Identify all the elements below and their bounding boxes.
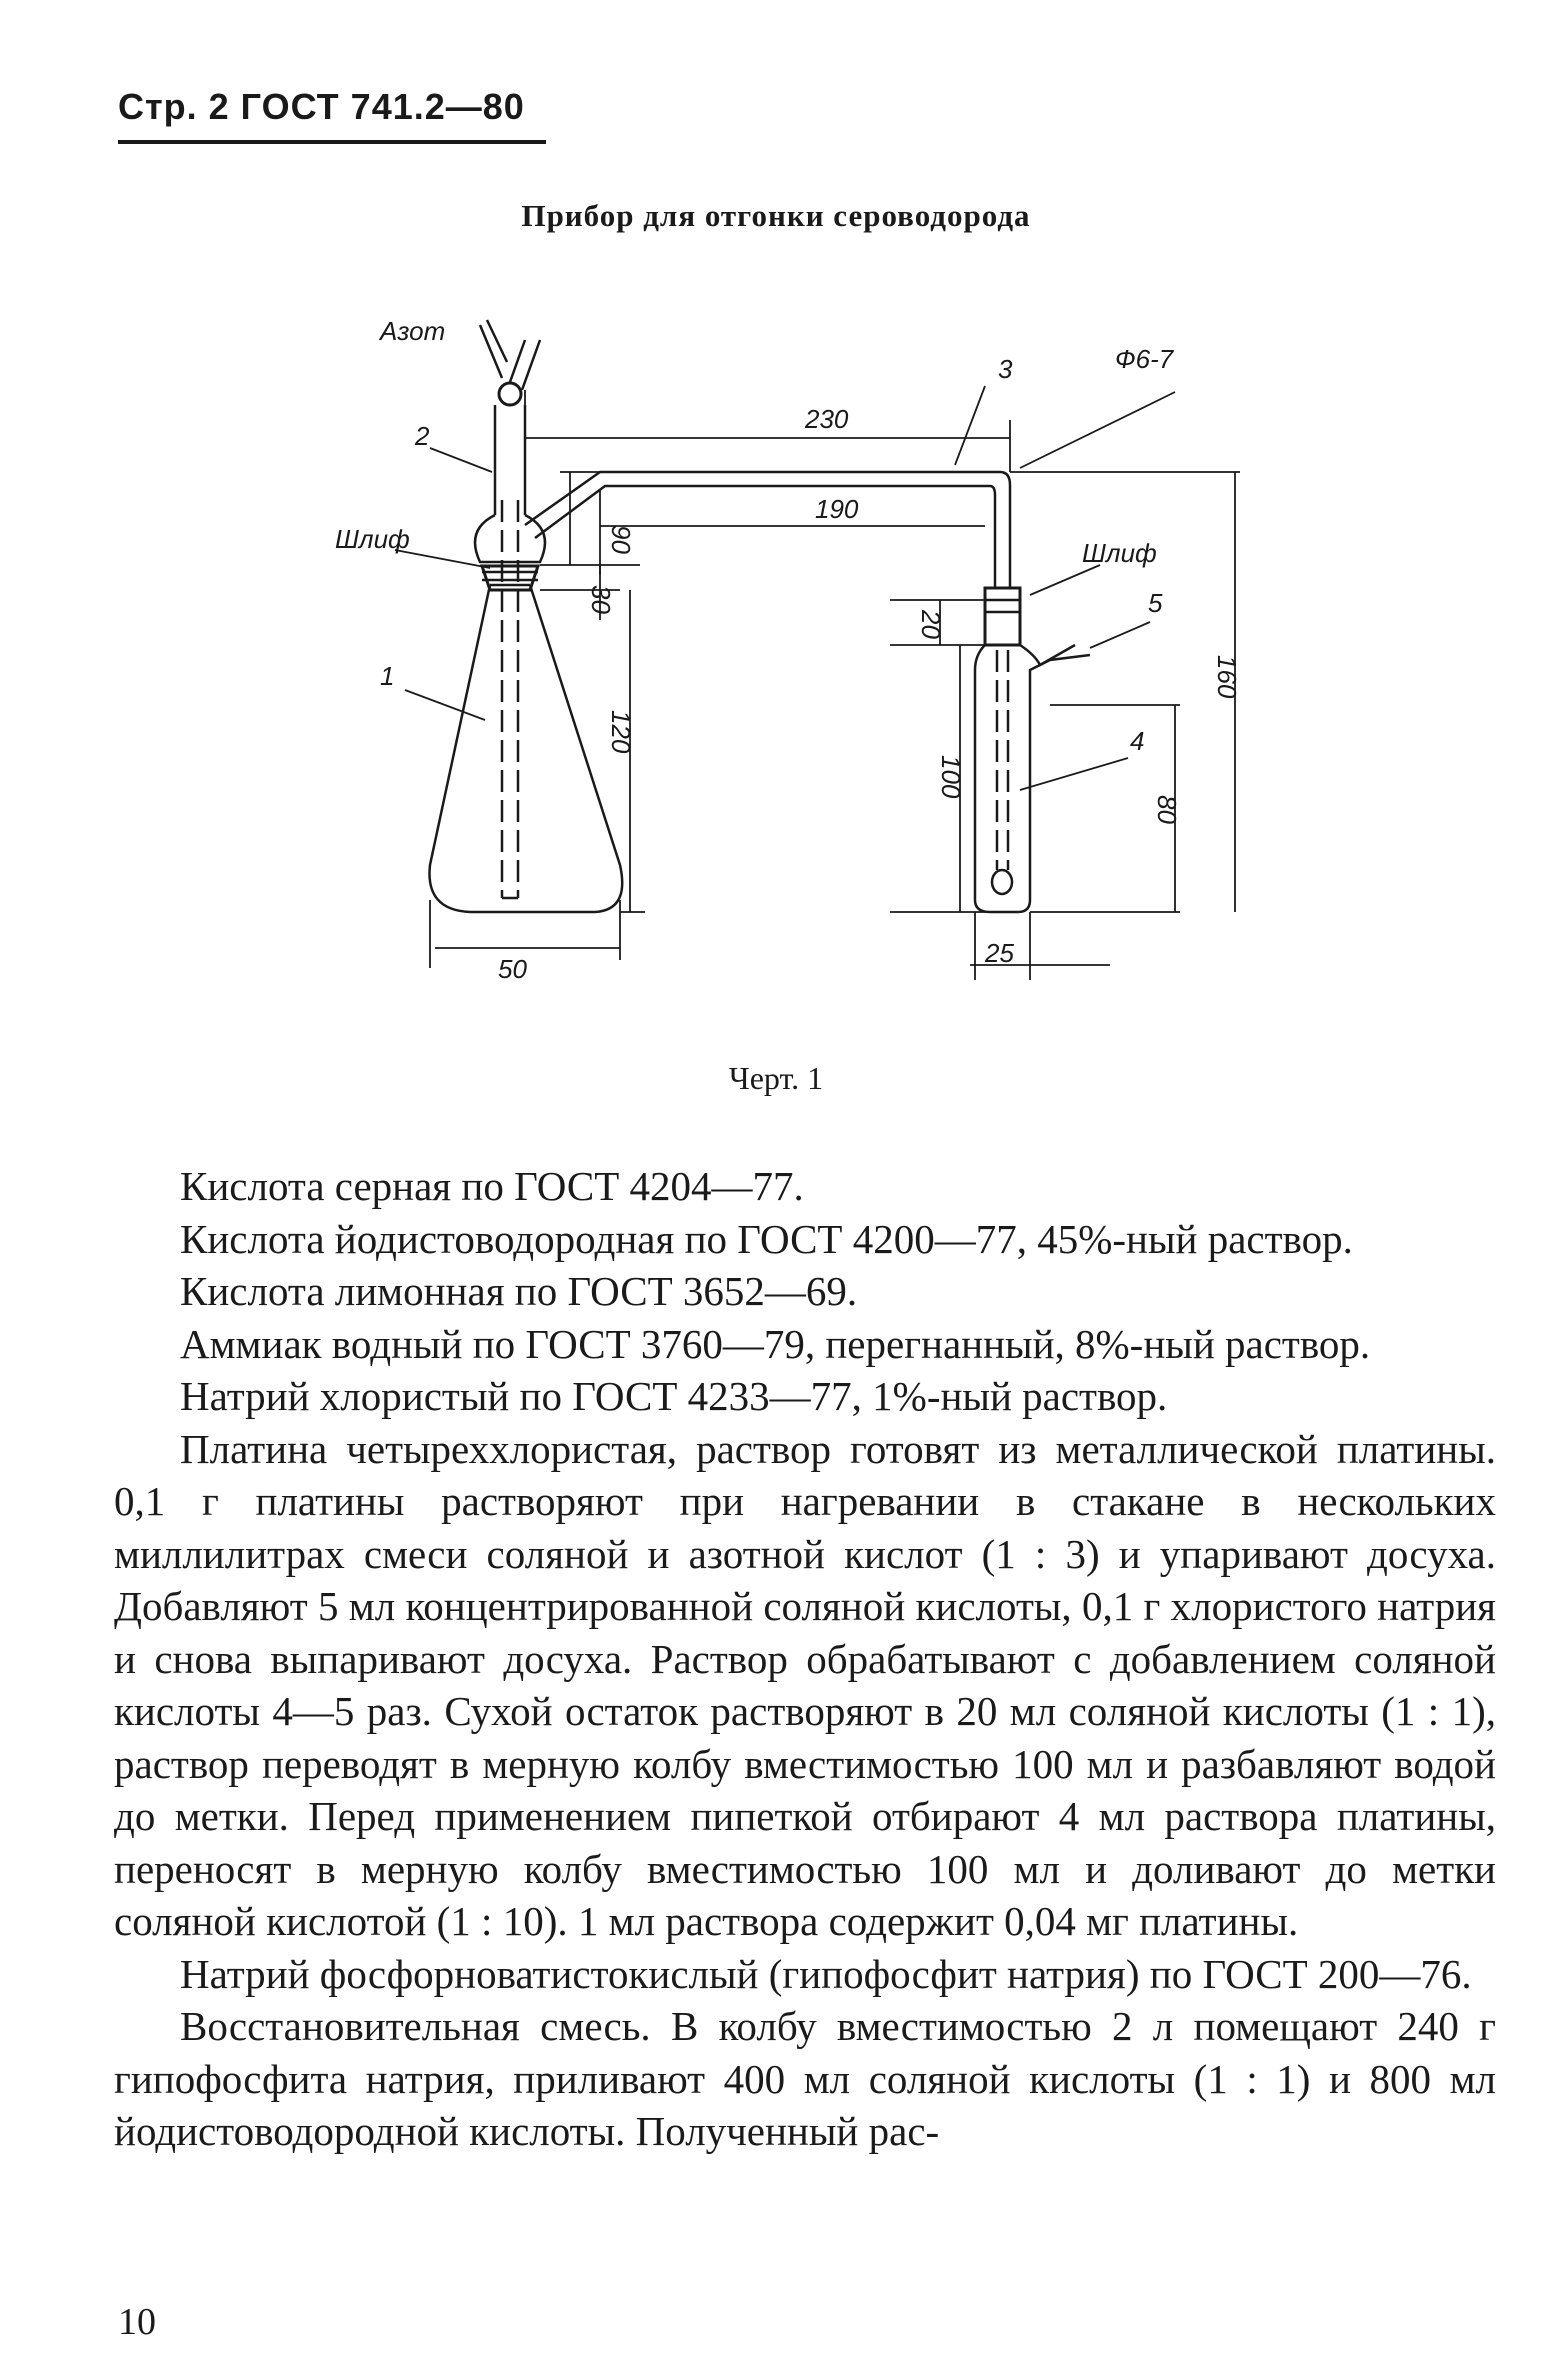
dimension-lines xyxy=(395,386,1240,980)
dim-25: 25 xyxy=(985,938,1014,968)
nitrogen-label: Азот xyxy=(380,316,446,346)
part-3-label: 3 xyxy=(998,354,1013,384)
grinding-left-label: Шлиф xyxy=(335,524,410,554)
paragraph: Кислота лимонная по ГОСТ 3652—69. xyxy=(180,1268,858,1314)
part-2-label: 2 xyxy=(415,421,430,451)
dim-30: 30 xyxy=(586,585,616,614)
dim-90: 90 xyxy=(606,525,636,554)
dim-20: 20 xyxy=(916,610,946,639)
paragraph: Кислота йодистоводородная по ГОСТ 4200—77, 45%-ный раствор. xyxy=(180,1215,1353,1262)
paragraph: Аммиак водный по ГОСТ 3760—79, перегнанный, 8%-ный раствор. xyxy=(180,1320,1371,1367)
page-header: Стр. 2 ГОСТ 741.2—80 xyxy=(118,86,525,127)
dim-80: 80 xyxy=(1152,795,1182,824)
header-rule xyxy=(118,140,546,144)
dim-50: 50 xyxy=(498,954,527,984)
page-number: 10 xyxy=(118,2301,156,2343)
paragraph: Кислота серная по ГОСТ 4204—77. xyxy=(180,1163,804,1209)
connecting-tube xyxy=(525,472,1010,588)
paragraph: Натрий хлористый по ГОСТ 4233—77, 1%-ный раствор. xyxy=(180,1373,1168,1419)
paragraph: Платина четыреххлористая, раствор готовят из металлической платины. 0,1 г платины растворяют при нагревании в стакане в нескольких миллилитрах смеси соляной и азотной кислот (1 : 3) и упаривают досуха. Добавляют 5 мл концентрированной соляной кислоты, 0,1 г хлористого натрия и снова выпаривают досуха. Раствор обрабатывают с добавлением соляной кислоты 4—5 раз. Сухой остаток растворяют в 20 мл соляной кислоты (1 : 1), раствор переводят в мерную колбу вместимостью 100 мл и разбавляют водой до метки. Перед применением пипеткой отбирают 4 мл раствора платины, переносят в мерную колбу вместимостью 100 мл и доливают до метки соляной кислотой (1 : 10). 1 мл раствора содержит 0,04 мг платины. xyxy=(114,1425,1496,1944)
paragraph: Натрий фосфорноватистокислый (гипофосфит натрия) по ГОСТ 200—76. xyxy=(180,1950,1472,1997)
figure-title: Прибор для отгонки сероводорода xyxy=(521,198,1031,233)
grinding-right-label: Шлиф xyxy=(1082,538,1157,568)
part-4-label: 4 xyxy=(1130,726,1145,756)
dim-100: 100 xyxy=(936,755,966,799)
dim-120: 120 xyxy=(606,710,636,754)
diameter-label: Ф6-7 xyxy=(1115,344,1174,374)
figure-caption: Черт. 1 xyxy=(728,1060,824,1096)
part-5-label: 5 xyxy=(1148,588,1163,618)
body-text xyxy=(114,1160,1496,2158)
dim-190: 190 xyxy=(815,494,859,524)
dim-160: 160 xyxy=(1212,655,1242,699)
apparatus-drawing xyxy=(330,300,1270,1030)
part-1-label: 1 xyxy=(380,661,395,691)
receiver-vessel xyxy=(975,588,1090,912)
paragraph: Восстановительная смесь. В колбу вместимостью 2 л помещают 240 г гипофосфита натрия, приливают 400 мл соляной кислоты (1 : 1) и 800 мл йодистоводородной кислоты. Полученный рас- xyxy=(114,2003,1496,2154)
dim-230: 230 xyxy=(805,404,849,434)
